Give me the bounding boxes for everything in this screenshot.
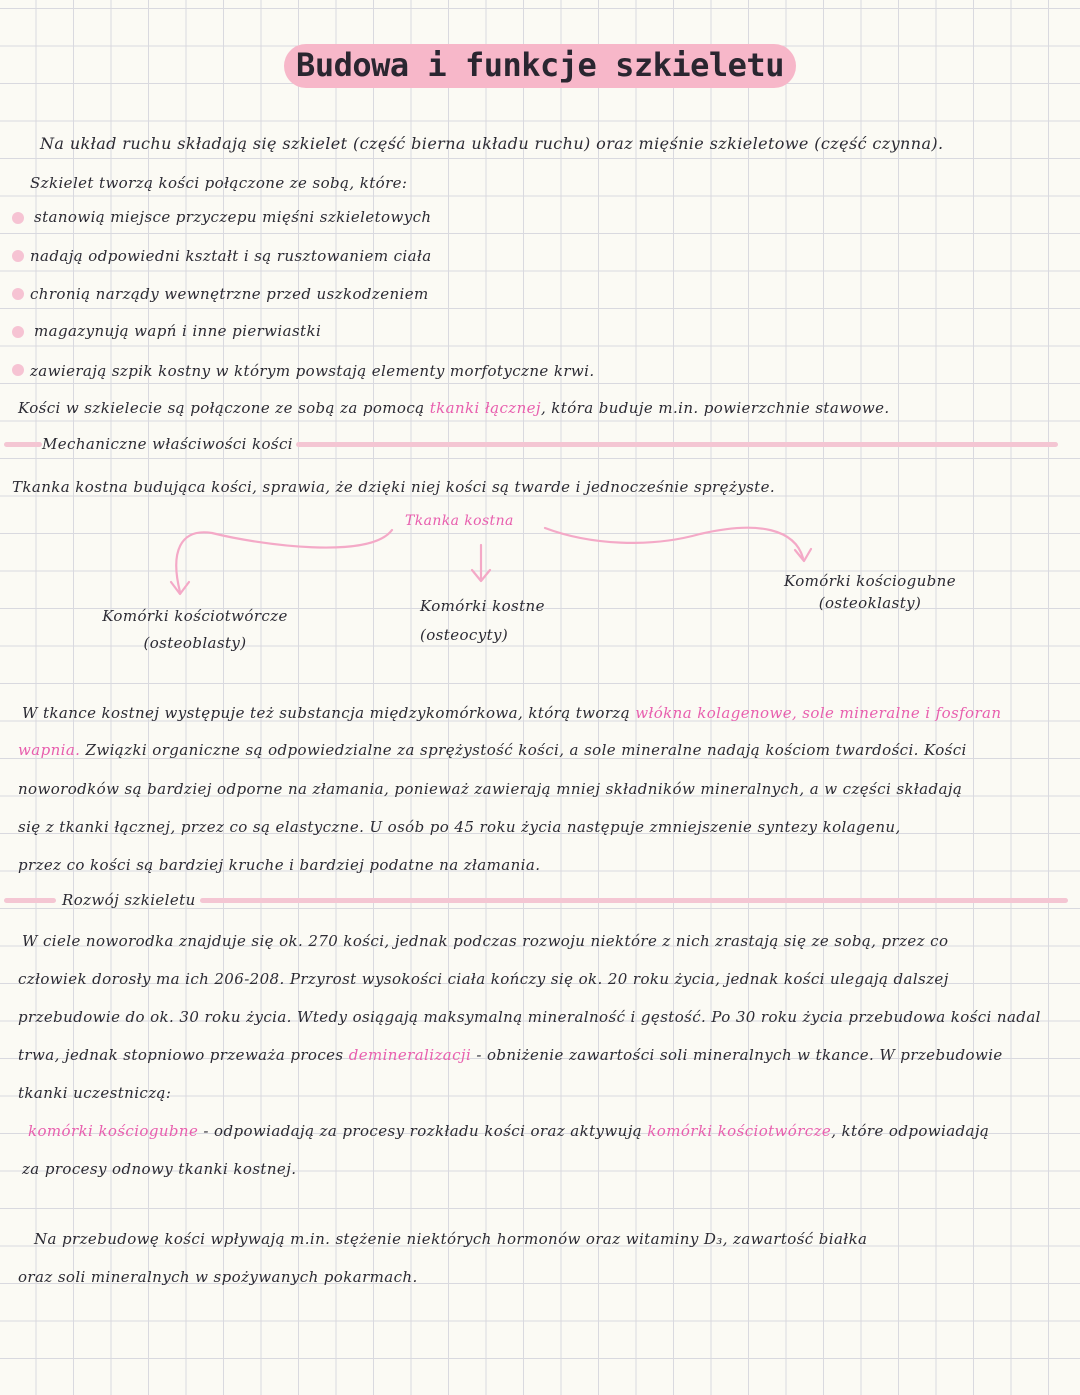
- para3-l4-highlight: demineralizacji: [348, 1046, 472, 1064]
- para4-line-2: oraz soli mineralnych w spożywanych pokarmach.: [18, 1268, 418, 1286]
- joints-highlight: tkanki łącznej: [429, 399, 541, 417]
- section-rule-right: [200, 898, 1068, 903]
- page-title: Budowa i funkcje szkieletu: [284, 44, 796, 88]
- cells-mid-text: - odpowiadają za procesy rozkładu kości oraz aktywują: [203, 1122, 643, 1140]
- para2-line-1: [22, 704, 1001, 722]
- para2-line-3: noworodków są bardziej odporne na złamania, ponieważ zawierają mniej składników mineralnych, a w części składają: [18, 780, 963, 798]
- para3-l4-after: - obniżenie zawartości soli mineralnych w tkance. W przebudowie: [476, 1046, 1003, 1064]
- cells-line-2: za procesy odnowy tkanki kostnej.: [22, 1160, 297, 1178]
- para2-line-2: [18, 741, 967, 759]
- intro-line-1: Na układ ruchu składają się szkielet (część bierna układu ruchu) oraz mięśnie szkieletowe (część czynna).: [40, 134, 944, 153]
- cells-line-1: [28, 1122, 989, 1140]
- section-heading-development: Rozwój szkieletu: [62, 891, 196, 909]
- para2-line-5: przez co kości są bardziej kruche i bardziej podatne na złamania.: [18, 856, 541, 874]
- para2-l1-highlight: włókna kolagenowe, sole mineralne i fosforan: [635, 704, 1002, 722]
- diagram-right-name: Komórki kościogubne: [784, 572, 956, 590]
- bullet-item-2: nadają odpowiedni kształt i są rusztowaniem ciała: [30, 247, 432, 265]
- joints-text-after: , która buduje m.in. powierzchnie stawowe.: [540, 399, 890, 417]
- para2-l1-text: W tkance kostnej występuje też substancja międzykomórkowa, którą tworzą: [22, 704, 631, 722]
- bullet-item-5: zawierają szpik kostny w którym powstają elementy morfotyczne krwi.: [30, 362, 595, 380]
- bullet-item-4: magazynują wapń i inne pierwiastki: [34, 322, 322, 340]
- para3-line-1: W ciele noworodka znajduje się ok. 270 kości, jednak podczas rozwoju niektóre z nich zrastają się ze sobą, przez co: [22, 932, 949, 950]
- para3-line-4: [18, 1046, 1003, 1064]
- diagram-mid-latin: (osteocyty): [420, 626, 509, 644]
- diagram-root: Tkanka kostna: [405, 513, 514, 529]
- para3-l4-text: trwa, jednak stopniowo przeważa proces: [18, 1046, 344, 1064]
- joints-text-before: Kości w szkielecie są połączone ze sobą za pomocą: [18, 399, 425, 417]
- tissue-description: Tkanka kostna budująca kości, sprawia, że dzięki niej kości są twarde i jednocześnie sprężyste.: [12, 478, 776, 496]
- diagram-left-latin: (osteoblasty): [143, 634, 247, 652]
- cells-osteoblasts: komórki kościotwórcze: [647, 1122, 832, 1140]
- para3-line-3: przebudowie do ok. 30 roku życia. Wtedy osiągają maksymalną mineralność i gęstość. Po 30 roku życia przebudowa kości nadal: [18, 1008, 1041, 1026]
- section-rule-left: [4, 898, 56, 903]
- para2-line-4: się z tkanki łącznej, przez co są elastyczne. U osób po 45 roku życia następuje zmniejszenie syntezy kolagenu,: [18, 818, 901, 836]
- cells-osteoclasts: komórki kościogubne: [28, 1122, 199, 1140]
- arrow-right: [545, 528, 803, 558]
- para2-l2-highlight: wapnia.: [18, 741, 81, 759]
- bullet-item-3: chronią narządy wewnętrzne przed uszkodzeniem: [30, 285, 429, 303]
- bullet-item-1: stanowią miejsce przyczepu mięśni szkieletowych: [34, 208, 432, 226]
- arrow-left: [176, 530, 392, 592]
- para4-line-1: Na przebudowę kości wpływają m.in. stężenie niektórych hormonów oraz witaminy D₃, zawartość białka: [34, 1230, 868, 1248]
- intro-line-2: Szkielet tworzą kości połączone ze sobą, które:: [30, 174, 408, 192]
- para3-line-2: człowiek dorosły ma ich 206-208. Przyrost wysokości ciała kończy się ok. 20 roku życia, jednak kości ulegają dalszej: [18, 970, 949, 988]
- para3-line-5: tkanki uczestniczą:: [18, 1084, 172, 1102]
- diagram-right-latin: (osteoklasty): [818, 594, 922, 612]
- cells-after-text: , które odpowiadają: [831, 1122, 990, 1140]
- para2-l2-text: Związki organiczne są odpowiedzialne za sprężystość kości, a sole mineralne nadają kościom twardości. Kości: [85, 741, 967, 759]
- diagram-left-name: Komórki kościotwórcze: [102, 607, 288, 625]
- section-heading-mechanical: Mechaniczne właściwości kości: [42, 435, 293, 453]
- diagram-mid-name: Komórki kostne: [420, 597, 545, 615]
